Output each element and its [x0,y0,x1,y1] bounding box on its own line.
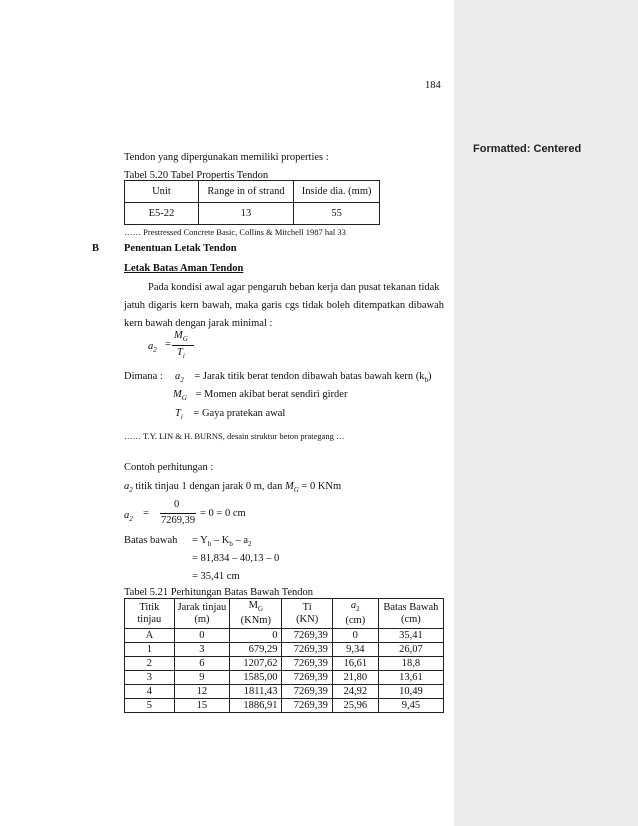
table2-cell: 2 [125,657,175,671]
table2-cell: 5 [125,699,175,713]
batas-bawah-line: = 35,41 cm [192,571,240,582]
table1-header-cell: Range in of strand [198,181,294,203]
table2-cell: 16,61 [332,657,378,671]
table2-cell: A [125,629,175,643]
table2-cell: 15 [174,699,229,713]
table2-cell: 7269,39 [282,629,332,643]
format-comment-label: Formatted: Centered [473,143,582,155]
table2-cell: 0 [332,629,378,643]
definition-row: $M_G$ = Momen akibat berat sendiri girder [173,389,348,403]
table2-cell: 24,92 [332,685,378,699]
table2-cell: 7269,39 [282,699,332,713]
table2-cell: 12 [174,685,229,699]
batas-bawah-line: = 81,834 – 40,13 – 0 [192,553,280,564]
definition-row: $T_i$ = Gaya pratekan awal [175,408,286,422]
definitions-lead: Dimana : [124,371,163,382]
table2-header-cell: $M_G$ (KNm) [230,599,282,629]
table2-header-cell: $a_2$ (cm) [332,599,378,629]
table2-cell: 3 [125,671,175,685]
table2-cell: 1585,00 [230,671,282,685]
tendon-properties-table [124,180,380,225]
comment-sidebar [454,0,638,826]
batas-bawah-line: = $Y_b - K_b - a_2$ [192,535,252,549]
table2-cell: 0 [230,629,282,643]
table1-cell: 55 [294,203,380,225]
paragraph-line: jatuh digaris kern bawah, maka garis cgs tidak boleh ditempatkan dibawah [124,300,444,311]
table2-header-cell: Batas Bawah (cm) [378,599,443,629]
table2-cell: 10,49 [378,685,443,699]
table2-header-cell: Jarak tinjau (m) [174,599,229,629]
definitions-source: …… T.Y. LIN & H. BURNS, desain struktur beton prategang … [124,431,345,441]
table2-cell: 4 [125,685,175,699]
example-line1: $a_2$ titik tinjau 1 dengan jarak 0 m, dan $M_G = 0$ KNm [124,481,342,495]
table2-cell: 18,8 [378,657,443,671]
table2-cell: 3 [174,643,229,657]
paragraph-line: Pada kondisi awal agar pengaruh beban kerja dan pusat tekanan tidak [148,282,440,293]
section-title: Penentuan Letak Tendon [124,243,237,254]
table2-header-cell: Titik tinjau [125,599,175,629]
section-subtitle: Letak Batas Aman Tendon [124,263,244,274]
definition-row: $a_2$ = Jarak titik berat tendon dibawah batas bawah kern $(k_b)$ [175,371,432,385]
table1-source: …… Prestressed Concrete Basic, Collins & Mitchell 1987 hal 33 [124,227,346,237]
table2-cell: 1811,43 [230,685,282,699]
table2-cell: 13,61 [378,671,443,685]
paragraph-line: kern bawah dengan jarak minimal : [124,318,273,329]
table2-cell: 21,80 [332,671,378,685]
batas-bawah-label: Batas bawah [124,535,178,546]
table2-cell: 9 [174,671,229,685]
table2-cell: 0 [174,629,229,643]
table1-cell: 13 [198,203,294,225]
table2-cell: 6 [174,657,229,671]
batas-bawah-table [124,598,444,713]
table2-caption: Tabel 5.21 Perhitungan Batas Bawah Tendon [124,587,314,598]
table2-cell: 35,41 [378,629,443,643]
intro-text: Tendon yang dipergunakan memiliki properties : [124,152,329,163]
table2-cell: 9,34 [332,643,378,657]
table2-cell: 7269,39 [282,685,332,699]
table2-cell: 7269,39 [282,671,332,685]
table2-cell: 1207,62 [230,657,282,671]
table2-header-cell: Ti (KN) [282,599,332,629]
section-letter: B [92,243,100,254]
table2-cell: 7269,39 [282,643,332,657]
table2-cell: 9,45 [378,699,443,713]
table1-header-cell: Unit [125,181,199,203]
table1-caption: Tabel 5.20 Tabel Propertis Tendon [124,170,269,181]
table2-cell: 1 [125,643,175,657]
example-heading: Contoh perhitungan : [124,462,214,473]
table2-cell: 26,07 [378,643,443,657]
page-number: 184 [425,80,441,91]
table1-cell: E5-22 [125,203,199,225]
table1-header-cell: Inside dia. (mm) [294,181,380,203]
table2-cell: 1886,91 [230,699,282,713]
table2-cell: 679,29 [230,643,282,657]
table2-cell: 25,96 [332,699,378,713]
table2-cell: 7269,39 [282,657,332,671]
